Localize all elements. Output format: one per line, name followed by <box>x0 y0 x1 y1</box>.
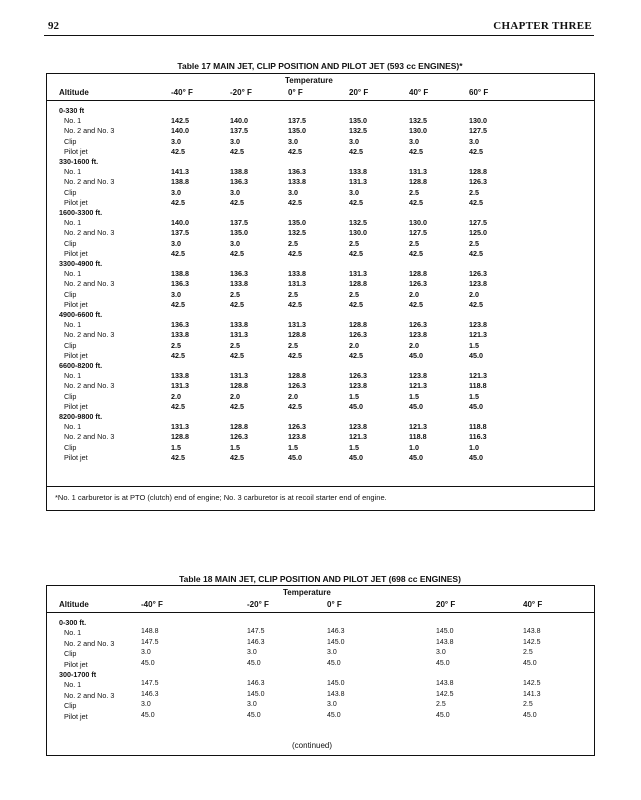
table-cell: 126.3 <box>349 330 367 340</box>
table-cell: 42.5 <box>349 146 363 156</box>
table-cell: 45.0 <box>409 452 423 462</box>
table-cell: 45.0 <box>141 659 155 667</box>
table-cell: 45.0 <box>409 350 423 360</box>
table-cell: 130.0 <box>349 228 367 238</box>
table-cell: 45.0 <box>436 659 450 667</box>
row-label: Pilot jet <box>64 711 88 721</box>
table-cell: 42.5 <box>288 350 302 360</box>
table-cell: 45.0 <box>327 659 341 667</box>
table-rule <box>47 612 594 613</box>
table-cell: 121.3 <box>469 371 487 381</box>
table-cell: 128.8 <box>409 269 427 279</box>
column-header-temperature: 20° F <box>436 600 456 609</box>
header-rule <box>44 35 594 36</box>
row-label: No. 2 and No. 3 <box>64 690 115 700</box>
row-label: Pilot jet <box>64 401 88 411</box>
table-cell: 45.0 <box>436 711 450 719</box>
table-cell: 42.5 <box>171 299 185 309</box>
table-cell: 42.5 <box>230 452 244 462</box>
table-cell: 2.5 <box>349 238 359 248</box>
table-cell: 3.0 <box>247 649 257 657</box>
table-cell: 42.5 <box>171 197 185 207</box>
table-cell: 3.0 <box>230 136 240 146</box>
row-label: No. 2 and No. 3 <box>64 126 115 136</box>
table-cell: 45.0 <box>288 452 302 462</box>
row-label: No. 1 <box>64 269 82 279</box>
table-cell: 45.0 <box>523 659 537 667</box>
table-cell: 137.5 <box>230 126 248 136</box>
table-cell: 128.8 <box>469 167 487 177</box>
table-cell: 137.5 <box>171 228 189 238</box>
row-label: Pilot jet <box>64 659 88 669</box>
table-cell: 130.0 <box>469 116 487 126</box>
column-header-altitude: Altitude <box>59 88 89 97</box>
table-rule <box>47 486 594 487</box>
altitude-range: 0-330 ft <box>59 106 85 115</box>
table-cell: 42.5 <box>288 401 302 411</box>
table-cell: 1.5 <box>349 391 359 401</box>
row-label: Clip <box>64 340 77 350</box>
table-cell: 42.5 <box>349 248 363 258</box>
table-cell: 3.0 <box>409 136 419 146</box>
table-cell: 131.3 <box>230 330 248 340</box>
table-cell: 142.5 <box>171 116 189 126</box>
table-cell: 2.5 <box>409 238 419 248</box>
table-cell: 131.3 <box>230 371 248 381</box>
row-label: Pilot jet <box>64 452 88 462</box>
table-cell: 2.0 <box>409 340 419 350</box>
row-label: Clip <box>64 238 77 248</box>
table-cell: 3.0 <box>171 136 181 146</box>
table-cell: 147.5 <box>247 628 265 636</box>
altitude-range: 6600-8200 ft. <box>59 361 103 370</box>
table-cell: 3.0 <box>469 136 479 146</box>
table-cell: 45.0 <box>523 711 537 719</box>
table-cell: 126.3 <box>409 320 427 330</box>
table-cell: 128.8 <box>230 422 248 432</box>
altitude-range: 1600-3300 ft. <box>59 208 103 217</box>
table-cell: 145.0 <box>327 638 345 646</box>
table-cell: 42.5 <box>230 350 244 360</box>
table-cell: 2.5 <box>523 649 533 657</box>
table-cell: 136.3 <box>230 269 248 279</box>
table-17-footnote: *No. 1 carburetor is at PTO (clutch) end of engine; No. 3 carburetor is at recoil starter end of engine. <box>55 493 387 502</box>
table-cell: 126.3 <box>288 381 306 391</box>
table-cell: 133.8 <box>288 177 306 187</box>
table-cell: 2.0 <box>349 340 359 350</box>
table-cell: 146.3 <box>247 638 265 646</box>
table-cell: 2.5 <box>171 340 181 350</box>
table-cell: 42.5 <box>409 299 423 309</box>
table-cell: 140.0 <box>171 126 189 136</box>
table-cell: 118.8 <box>469 381 487 391</box>
table-cell: 3.0 <box>247 701 257 709</box>
row-label: Clip <box>64 187 77 197</box>
table-cell: 127.5 <box>469 126 487 136</box>
table-cell: 133.8 <box>230 279 248 289</box>
row-label: No. 2 and No. 3 <box>64 381 115 391</box>
altitude-range: 4900-6600 ft. <box>59 310 103 319</box>
table-cell: 132.5 <box>288 228 306 238</box>
table-cell: 133.8 <box>171 330 189 340</box>
table-cell: 142.5 <box>523 680 541 688</box>
table-cell: 45.0 <box>469 350 483 360</box>
table-cell: 145.0 <box>436 628 454 636</box>
row-label: No. 2 and No. 3 <box>64 228 115 238</box>
table-cell: 2.5 <box>469 187 479 197</box>
row-label: No. 1 <box>64 422 82 432</box>
table-cell: 2.5 <box>436 701 446 709</box>
page-number: 92 <box>48 20 59 32</box>
table-cell: 3.0 <box>230 187 240 197</box>
table-cell: 3.0 <box>288 187 298 197</box>
table-cell: 143.8 <box>436 638 454 646</box>
row-label: Pilot jet <box>64 146 88 156</box>
table-cell: 138.8 <box>171 177 189 187</box>
table-cell: 42.5 <box>409 146 423 156</box>
table-cell: 135.0 <box>349 116 367 126</box>
altitude-range: 300-1700 ft <box>59 670 97 679</box>
table-cell: 2.5 <box>409 187 419 197</box>
table-cell: 3.0 <box>171 187 181 197</box>
table-cell: 133.8 <box>349 167 367 177</box>
chapter-title: CHAPTER THREE <box>493 20 592 32</box>
table-cell: 1.5 <box>171 442 181 452</box>
row-label: No. 1 <box>64 167 82 177</box>
column-header-temperature: -40° F <box>141 600 163 609</box>
temperature-header: Temperature <box>285 76 333 85</box>
table-cell: 121.3 <box>409 422 427 432</box>
table-cell: 126.3 <box>349 371 367 381</box>
altitude-range: 330-1600 ft. <box>59 157 99 166</box>
table-cell: 2.5 <box>288 238 298 248</box>
row-label: Pilot jet <box>64 350 88 360</box>
row-label: Clip <box>64 649 77 659</box>
table-cell: 126.3 <box>409 279 427 289</box>
table-cell: 123.8 <box>409 371 427 381</box>
table-cell: 42.5 <box>288 197 302 207</box>
table-cell: 42.5 <box>230 401 244 411</box>
table-cell: 138.8 <box>171 269 189 279</box>
table-cell: 1.5 <box>288 442 298 452</box>
table-cell: 131.3 <box>171 422 189 432</box>
table-cell: 3.0 <box>436 649 446 657</box>
table-cell: 2.5 <box>230 340 240 350</box>
table-cell: 123.8 <box>349 381 367 391</box>
temperature-header: Temperature <box>283 588 331 597</box>
table-cell: 42.5 <box>230 248 244 258</box>
table-cell: 42.5 <box>171 248 185 258</box>
altitude-range: 0-300 ft. <box>59 618 87 627</box>
column-header-temperature: -40° F <box>171 88 193 97</box>
table-cell: 45.0 <box>409 401 423 411</box>
row-label: No. 1 <box>64 116 82 126</box>
table-cell: 42.5 <box>171 452 185 462</box>
table-cell: 136.3 <box>230 177 248 187</box>
row-label: Pilot jet <box>64 248 88 258</box>
column-header-temperature: 40° F <box>409 88 429 97</box>
table-cell: 128.8 <box>349 279 367 289</box>
table-17-title: Table 17 MAIN JET, CLIP POSITION AND PILOT JET (593 cc ENGINES)* <box>177 61 463 71</box>
table-cell: 143.8 <box>327 690 345 698</box>
table-cell: 133.8 <box>288 269 306 279</box>
table-cell: 147.5 <box>141 638 159 646</box>
table-cell: 140.0 <box>171 218 189 228</box>
table-cell: 42.5 <box>349 350 363 360</box>
table-cell: 128.8 <box>409 177 427 187</box>
row-label: No. 2 and No. 3 <box>64 330 115 340</box>
page-header <box>48 20 592 34</box>
row-label: No. 2 and No. 3 <box>64 432 115 442</box>
table-cell: 3.0 <box>288 136 298 146</box>
table-cell: 3.0 <box>230 238 240 248</box>
table-cell: 131.3 <box>288 279 306 289</box>
table-cell: 141.3 <box>523 690 541 698</box>
table-cell: 123.8 <box>409 330 427 340</box>
table-cell: 42.5 <box>409 197 423 207</box>
table-cell: 136.3 <box>171 320 189 330</box>
table-cell: 42.5 <box>469 248 483 258</box>
table-cell: 3.0 <box>327 649 337 657</box>
table-cell: 2.5 <box>523 701 533 709</box>
column-header-temperature: -20° F <box>230 88 252 97</box>
column-header-temperature: 0° F <box>327 600 342 609</box>
column-header-temperature: 40° F <box>523 600 543 609</box>
row-label: Clip <box>64 391 77 401</box>
table-cell: 140.0 <box>230 116 248 126</box>
table-cell: 118.8 <box>409 432 427 442</box>
table-cell: 133.8 <box>230 320 248 330</box>
table-cell: 121.3 <box>469 330 487 340</box>
table-cell: 45.0 <box>349 401 363 411</box>
table-cell: 131.3 <box>171 381 189 391</box>
table-cell: 3.0 <box>349 187 359 197</box>
table-cell: 2.5 <box>349 289 359 299</box>
table-cell: 116.3 <box>469 432 487 442</box>
row-label: No. 1 <box>64 371 82 381</box>
table-cell: 128.8 <box>230 381 248 391</box>
table-cell: 136.3 <box>171 279 189 289</box>
table-cell: 42.5 <box>469 146 483 156</box>
table-cell: 1.5 <box>409 391 419 401</box>
table-cell: 121.3 <box>409 381 427 391</box>
table-cell: 146.3 <box>247 680 265 688</box>
table-cell: 145.0 <box>247 690 265 698</box>
table-cell: 42.5 <box>171 146 185 156</box>
table-cell: 3.0 <box>171 289 181 299</box>
table-18-title: Table 18 MAIN JET, CLIP POSITION AND PILOT JET (698 cc ENGINES) <box>179 574 461 584</box>
table-cell: 3.0 <box>349 136 359 146</box>
table-cell: 42.5 <box>171 350 185 360</box>
table-cell: 135.0 <box>288 126 306 136</box>
row-label: Clip <box>64 701 77 711</box>
table-cell: 2.0 <box>469 289 479 299</box>
table-cell: 143.8 <box>436 680 454 688</box>
table-cell: 3.0 <box>141 649 151 657</box>
table-cell: 143.8 <box>523 628 541 636</box>
continued-note: (continued) <box>292 741 333 750</box>
table-cell: 45.0 <box>141 711 155 719</box>
table-cell: 2.5 <box>288 289 298 299</box>
table-cell: 135.0 <box>230 228 248 238</box>
row-label: No. 2 and No. 3 <box>64 279 115 289</box>
table-cell: 133.8 <box>171 371 189 381</box>
table-cell: 141.3 <box>171 167 189 177</box>
table-cell: 128.8 <box>171 432 189 442</box>
table-cell: 128.8 <box>288 371 306 381</box>
row-label: Pilot jet <box>64 299 88 309</box>
table-cell: 126.3 <box>469 269 487 279</box>
table-cell: 121.3 <box>349 432 367 442</box>
table-cell: 135.0 <box>288 218 306 228</box>
table-cell: 131.3 <box>409 167 427 177</box>
altitude-range: 3300-4900 ft. <box>59 259 103 268</box>
column-header-temperature: -20° F <box>247 600 269 609</box>
table-cell: 42.5 <box>171 401 185 411</box>
table-cell: 127.5 <box>469 218 487 228</box>
row-label: No. 2 and No. 3 <box>64 177 115 187</box>
table-cell: 131.3 <box>349 269 367 279</box>
table-cell: 42.5 <box>409 248 423 258</box>
table-cell: 2.5 <box>230 289 240 299</box>
table-cell: 42.5 <box>288 146 302 156</box>
table-cell: 126.3 <box>230 432 248 442</box>
table-cell: 132.5 <box>409 116 427 126</box>
table-cell: 123.8 <box>469 320 487 330</box>
table-cell: 2.0 <box>171 391 181 401</box>
table-rule <box>47 100 594 101</box>
table-cell: 130.0 <box>409 218 427 228</box>
table-cell: 2.5 <box>469 238 479 248</box>
row-label: Clip <box>64 442 77 452</box>
table-cell: 142.5 <box>436 690 454 698</box>
table-cell: 45.0 <box>349 452 363 462</box>
table-cell: 148.8 <box>141 628 159 636</box>
table-cell: 132.5 <box>349 218 367 228</box>
row-label: No. 1 <box>64 628 82 638</box>
table-cell: 130.0 <box>409 126 427 136</box>
table-cell: 123.8 <box>288 432 306 442</box>
table-cell: 137.5 <box>288 116 306 126</box>
table-cell: 126.3 <box>288 422 306 432</box>
table-cell: 42.5 <box>288 299 302 309</box>
altitude-range: 8200-9800 ft. <box>59 412 103 421</box>
table-cell: 2.5 <box>288 340 298 350</box>
table-cell: 123.8 <box>349 422 367 432</box>
table-cell: 42.5 <box>230 299 244 309</box>
table-cell: 128.8 <box>349 320 367 330</box>
table-cell: 45.0 <box>327 711 341 719</box>
table-cell: 138.8 <box>230 167 248 177</box>
row-label: Clip <box>64 289 77 299</box>
table-cell: 2.0 <box>230 391 240 401</box>
table-18 <box>46 585 595 756</box>
table-cell: 118.8 <box>469 422 487 432</box>
table-cell: 2.0 <box>288 391 298 401</box>
table-cell: 1.5 <box>469 340 479 350</box>
row-label: Clip <box>64 136 77 146</box>
table-cell: 146.3 <box>327 628 345 636</box>
column-header-altitude: Altitude <box>59 600 89 609</box>
table-cell: 145.0 <box>327 680 345 688</box>
table-cell: 1.5 <box>230 442 240 452</box>
table-cell: 42.5 <box>469 299 483 309</box>
column-header-temperature: 20° F <box>349 88 369 97</box>
table-cell: 127.5 <box>409 228 427 238</box>
table-cell: 1.0 <box>469 442 479 452</box>
table-cell: 131.3 <box>288 320 306 330</box>
table-cell: 125.0 <box>469 228 487 238</box>
table-cell: 45.0 <box>469 452 483 462</box>
table-cell: 142.5 <box>523 638 541 646</box>
table-cell: 1.0 <box>409 442 419 452</box>
column-header-temperature: 60° F <box>469 88 489 97</box>
table-cell: 42.5 <box>469 197 483 207</box>
table-cell: 131.3 <box>349 177 367 187</box>
table-cell: 123.8 <box>469 279 487 289</box>
table-cell: 45.0 <box>469 401 483 411</box>
table-cell: 1.5 <box>349 442 359 452</box>
table-cell: 42.5 <box>349 197 363 207</box>
row-label: No. 1 <box>64 218 82 228</box>
column-header-temperature: 0° F <box>288 88 303 97</box>
table-cell: 42.5 <box>230 146 244 156</box>
table-cell: 126.3 <box>469 177 487 187</box>
table-cell: 132.5 <box>349 126 367 136</box>
table-cell: 1.5 <box>469 391 479 401</box>
table-cell: 45.0 <box>247 659 261 667</box>
table-cell: 147.5 <box>141 680 159 688</box>
row-label: No. 1 <box>64 680 82 690</box>
table-cell: 128.8 <box>288 330 306 340</box>
table-cell: 42.5 <box>230 197 244 207</box>
table-cell: 146.3 <box>141 690 159 698</box>
row-label: No. 2 and No. 3 <box>64 638 115 648</box>
row-label: Pilot jet <box>64 197 88 207</box>
table-cell: 3.0 <box>141 701 151 709</box>
table-cell: 3.0 <box>171 238 181 248</box>
table-cell: 42.5 <box>349 299 363 309</box>
table-cell: 2.0 <box>409 289 419 299</box>
table-cell: 42.5 <box>288 248 302 258</box>
row-label: No. 1 <box>64 320 82 330</box>
table-cell: 136.3 <box>288 167 306 177</box>
table-cell: 137.5 <box>230 218 248 228</box>
table-cell: 45.0 <box>247 711 261 719</box>
table-cell: 3.0 <box>327 701 337 709</box>
table-17 <box>46 73 595 511</box>
